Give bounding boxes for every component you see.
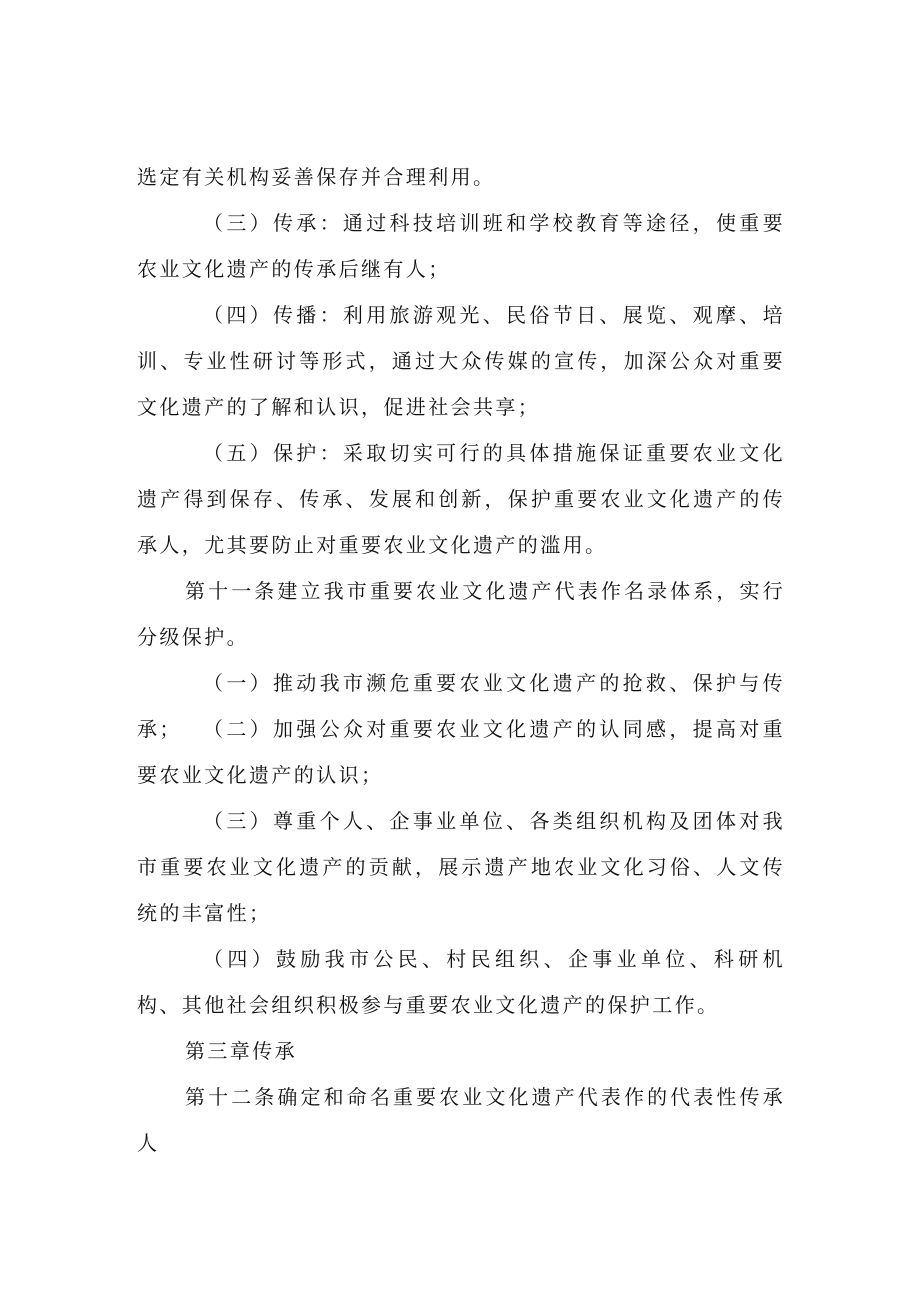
paragraph-article-12: 第十二条确定和命名重要农业文化遗产代表作的代表性传承人	[137, 1085, 785, 1155]
paragraph-inheritance: （三）传承：通过科技培训班和学校教育等途径，使重要农业文化遗产的传承后继有人；	[137, 211, 785, 281]
paragraph-article-11: 第十一条建立我市重要农业文化遗产代表作名录体系，实行分级保护。	[137, 579, 785, 649]
paragraph-item-2: （二）加强公众对重要农业文化遗产的认同感，提高对重要农业文化遗产的认识；	[137, 717, 785, 787]
paragraph-item-1: （一）推动我市濒危重要农业文化遗产的抢救、保护与传承；	[137, 671, 785, 741]
paragraph-item-3: （三）尊重个人、企事业单位、各类组织机构及团体对我市重要农业文化遗产的贡献，展示遗产地农业文化习俗、人文传统的丰富性；	[137, 809, 785, 925]
chapter-heading: 第三章传承	[185, 1039, 297, 1063]
paragraph-dissemination: （四）传播：利用旅游观光、民俗节日、展览、观摩、培训、专业性研讨等形式，通过大众传媒的宣传，加深公众对重要文化遗产的了解和认识，促进社会共享；	[137, 303, 785, 419]
paragraph-continuation: 选定有关机构妥善保存并合理利用。	[137, 165, 496, 189]
paragraph-protection: （五）保护：采取切实可行的具体措施保证重要农业文化遗产得到保存、传承、发展和创新，保护重要农业文化遗产的传承人，尤其要防止对重要农业文化遗产的滥用。	[137, 441, 785, 557]
paragraph-item-4: （四）鼓励我市公民、村民组织、企事业单位、科研机构、其他社会组织积极参与重要农业文化遗产的保护工作。	[137, 947, 785, 1017]
